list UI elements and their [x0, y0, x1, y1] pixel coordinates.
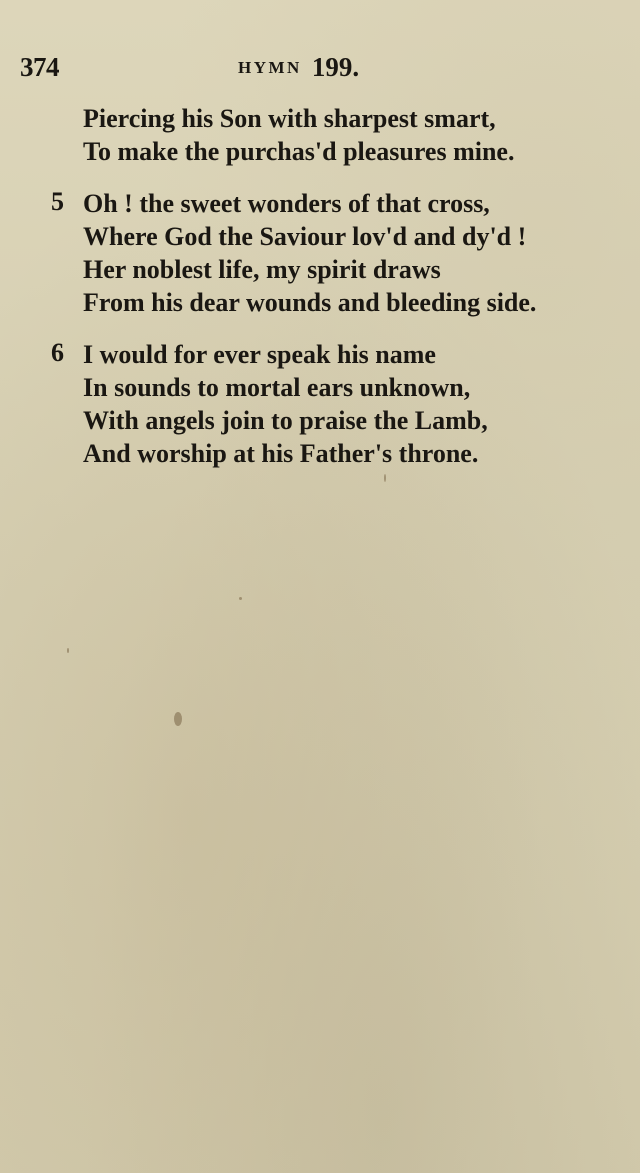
stanza-number: 5 [51, 187, 64, 216]
paper-blemish [174, 712, 182, 726]
stanza-6 [0, 338, 640, 470]
stanza-number: 6 [51, 338, 64, 367]
paper-blemish [384, 474, 386, 482]
verse-line: I would for ever speak his name [83, 340, 436, 369]
verse-line: And worship at his Father's throne. [83, 439, 479, 468]
page-header [0, 52, 640, 88]
verse-line: Oh ! the sweet wonders of that cross, [83, 189, 490, 218]
stanza-continued [0, 102, 640, 168]
verse-line: Piercing his Son with sharpest smart, [83, 104, 496, 133]
verse-line: With angels join to praise the Lamb, [83, 406, 488, 435]
page-number: 374 [20, 52, 59, 82]
verse-line: In sounds to mortal ears unknown, [83, 373, 471, 402]
paper-blemish [67, 648, 69, 653]
paper-blemish [239, 597, 242, 600]
running-head-word: HYMN [238, 58, 302, 77]
running-head [238, 52, 359, 83]
stanza-5 [0, 187, 640, 319]
hymn-number: 199. [311, 52, 360, 82]
verse-line: From his dear wounds and bleeding side. [83, 288, 537, 317]
verse-line: Where God the Saviour lov'd and dy'd ! [83, 222, 527, 251]
hymn-text [0, 102, 640, 489]
verse-line: To make the purchas'd pleasures mine. [83, 137, 515, 166]
verse-line: Her noblest life, my spirit draws [83, 255, 441, 284]
